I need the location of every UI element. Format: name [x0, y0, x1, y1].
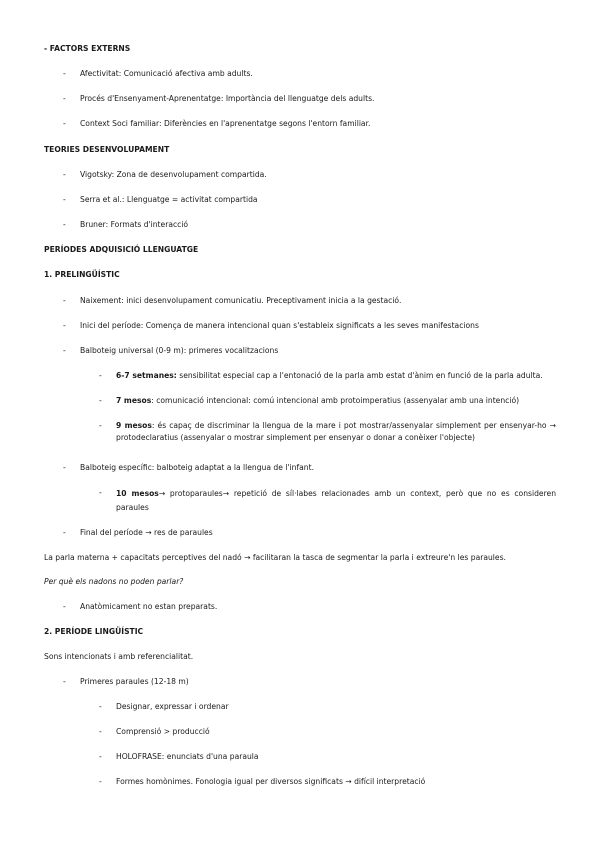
dash-bullet: - — [99, 727, 102, 736]
dash-bullet: - — [63, 677, 66, 686]
dash-bullet: - — [99, 396, 102, 405]
list-item: Anatòmicament no estan preparats. — [80, 602, 218, 611]
paragraph: La parla materna + capacitats perceptives del nadó → facilitaran la tasca de segmentar la parla i extreure'n les paraules. — [44, 553, 506, 562]
sub-list-item: HOLOFRASE: enunciats d'una paraula — [116, 752, 259, 761]
list-item: Inici del període: Comença de manera intencional quan s'estableix significats a les seves manifestacions — [80, 321, 479, 330]
sub-item-bold: 6-7 setmanes: — [116, 371, 177, 380]
sub-list-item — [116, 395, 519, 406]
heading-prelinguistic: 1. PRELINGÜÍSTIC — [44, 270, 120, 279]
sub-list-item — [116, 420, 556, 444]
list-item: Procés d'Ensenyament-Aprenentatge: Importància del llenguatge dels adults. — [80, 94, 375, 103]
sub-item-text: : comunicació intencional: comú intencional amb protoimperatius (assenyalar amb una intenció) — [151, 396, 520, 405]
list-item: Primeres paraules (12-18 m) — [80, 677, 189, 686]
dash-bullet: - — [63, 463, 66, 472]
heading-periodes: PERÍODES ADQUISICIÓ LLENGUATGE — [44, 245, 199, 254]
sub-item-text: sensibilitat especial cap a l'entonació de la parla amb estat d'ànim en funció de la parla adulta. — [176, 371, 543, 380]
dash-bullet: - — [99, 777, 102, 786]
dash-bullet: - — [63, 346, 66, 355]
list-item: Balboteig específic: balboteig adaptat a la llengua de l'infant. — [80, 463, 314, 472]
sub-item-text: : és capaç de discriminar la llengua de la mare i pot mostrar/assenyalar simplement per ensenyar-ho → protodeclaratius (assenyalar o mostrar simplement per ensenyar o donar a conèixer l'objecte) — [116, 421, 557, 442]
dash-bullet: - — [63, 170, 66, 179]
dash-bullet: - — [63, 528, 66, 537]
dash-bullet: - — [99, 371, 102, 380]
list-item: Final del període → res de paraules — [80, 528, 213, 537]
sub-item-text: → protoparaules→ repetició de síl·labes relacionades amb un context, però que no es consideren paraules — [116, 489, 557, 512]
dash-bullet: - — [99, 702, 102, 711]
dash-bullet: - — [63, 321, 66, 330]
heading-teories: TEORIES DESENVOLUPAMENT — [44, 145, 170, 154]
dash-bullet: - — [63, 119, 66, 128]
dash-bullet: - — [63, 602, 66, 611]
dash-bullet: - — [63, 69, 66, 78]
list-item: Serra et al.: Llenguatge = activitat compartida — [80, 195, 258, 204]
paragraph: Sons intencionats i amb referencialitat. — [44, 652, 194, 661]
question-text: Per què els nadons no poden parlar? — [44, 577, 184, 586]
sub-list-item: Comprensió > producció — [116, 727, 210, 736]
dash-bullet: - — [99, 488, 102, 497]
sub-list-item — [116, 370, 543, 381]
sub-item-bold: 10 mesos — [116, 489, 159, 498]
heading-linguistic: 2. PERÍODE LINGÜÍSTIC — [44, 627, 144, 636]
dash-bullet: - — [99, 752, 102, 761]
dash-bullet: - — [63, 195, 66, 204]
dash-bullet: - — [63, 94, 66, 103]
sub-list-item: Formes homònimes. Fonologia igual per diversos significats → difícil interpretació — [116, 777, 426, 786]
list-item: Afectivitat: Comunicació afectiva amb adults. — [80, 69, 253, 78]
dash-bullet: - — [99, 421, 102, 430]
dash-bullet: - — [63, 296, 66, 305]
sub-list-item — [116, 487, 556, 515]
sub-item-bold: 9 mesos — [116, 421, 152, 430]
sub-list-item: Designar, expressar i ordenar — [116, 702, 229, 711]
dash-bullet: - — [63, 220, 66, 229]
list-item: Vigotsky: Zona de desenvolupament compartida. — [80, 170, 267, 179]
heading-factors-externs: - FACTORS EXTERNS — [44, 44, 131, 53]
list-item: Balboteig universal (0-9 m): primeres vocalitzacions — [80, 346, 279, 355]
list-item: Context Soci familiar: Diferències en l'aprenentatge segons l'entorn familiar. — [80, 119, 371, 128]
list-item: Naixement: inici desenvolupament comunicatiu. Preceptivament inicia a la gestació. — [80, 296, 402, 305]
sub-item-bold: 7 mesos — [116, 396, 152, 405]
list-item: Bruner: Formats d'interacció — [80, 220, 189, 229]
